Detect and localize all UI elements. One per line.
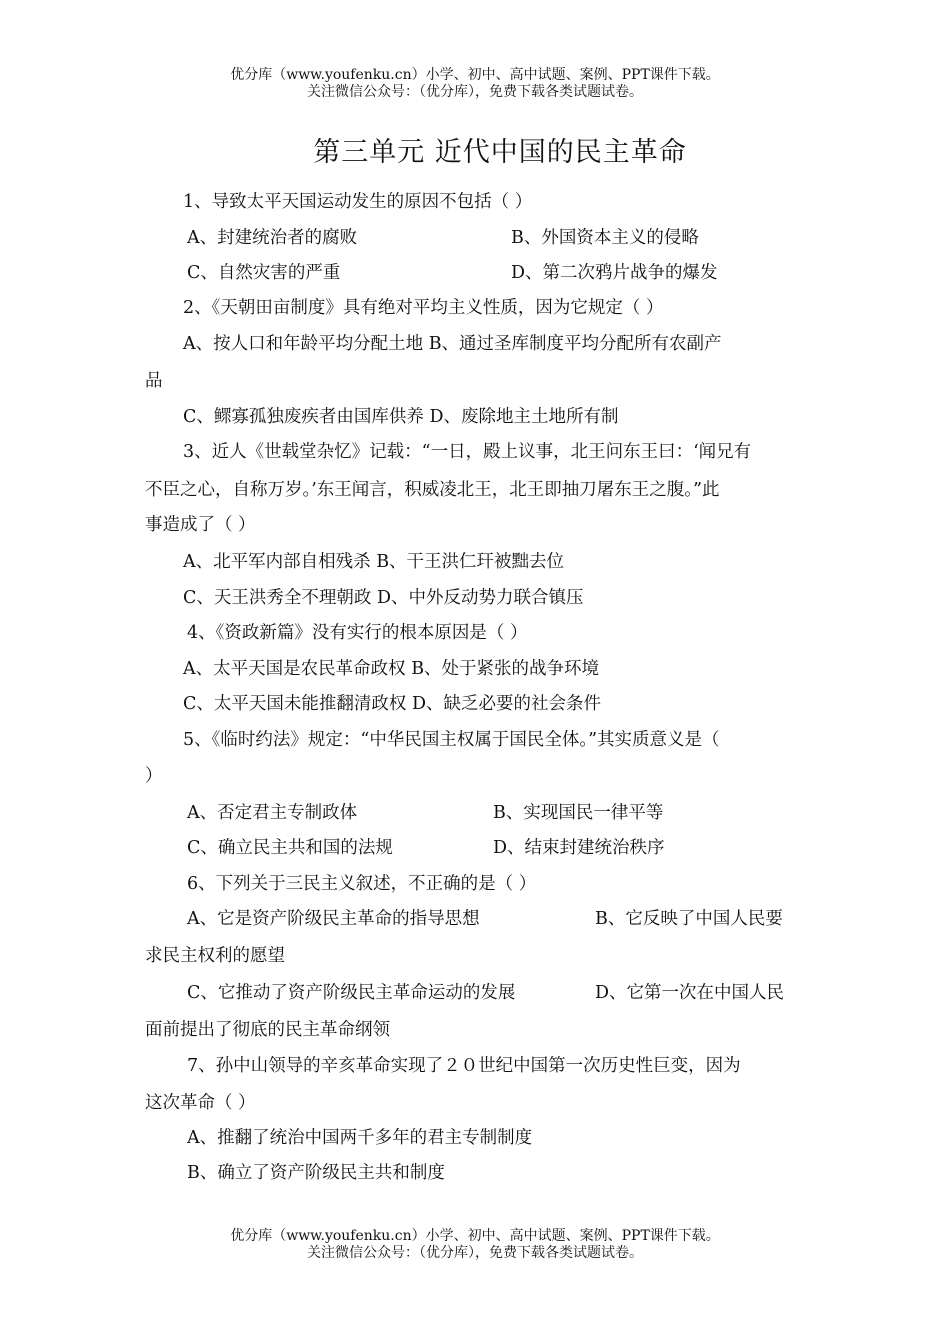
question-2-options-ab-continued: 品 <box>145 371 163 391</box>
question-5-option-d: D、结束封建统治秩序 <box>493 838 665 858</box>
question-7-stem-line-1: 7、孙中山领导的辛亥革命实现了２０世纪中国第一次历史性巨变，因为 <box>187 1056 741 1076</box>
question-3-stem-line-2: 不臣之心，自称万岁。’东王闻言，积威凌北王，北王即抽刀屠东王之腹。”此 <box>145 480 720 500</box>
question-5-stem-line-2: ） <box>145 766 163 786</box>
question-3-stem-line-1: 3、近人《世载堂杂忆》记载：“一日，殿上议事，北王问东王曰：‘闻兄有 <box>183 442 752 462</box>
question-7-option-a: A、推翻了统治中国两千多年的君主专制制度 <box>187 1128 533 1148</box>
question-7-stem-line-2: 这次革命（ ） <box>145 1093 256 1113</box>
page-footer <box>0 1228 950 1262</box>
question-6-stem: 6、下列关于三民主义叙述，不正确的是（ ） <box>187 874 537 894</box>
question-6-option-b-continued: 求民主权利的愿望 <box>145 946 285 966</box>
footer-line-1: 优分库（www.youfenku.cn）小学、初中、高中试题、案例、PPT课件下载。 <box>230 1228 720 1244</box>
question-5-stem-line-1: 5、《临时约法》规定：“中华民国主权属于国民全体。”其实质意义是（ <box>183 730 720 750</box>
question-1-stem: 1、导致太平天国运动发生的原因不包括（ ） <box>183 192 533 212</box>
question-4-options-ab: A、太平天国是农民革命政权 B、处于紧张的战争环境 <box>183 659 600 679</box>
question-1-option-d: D、第二次鸦片战争的爆发 <box>511 263 718 283</box>
question-1-option-c: C、自然灾害的严重 <box>187 263 341 283</box>
question-6-option-d: D、它第一次在中国人民 <box>595 983 785 1003</box>
question-4-options-cd: C、太平天国未能推翻清政权 D、缺乏必要的社会条件 <box>183 694 601 714</box>
question-5-option-b: B、实现国民一律平等 <box>493 803 664 823</box>
question-3-stem-line-3: 事造成了（ ） <box>145 515 256 535</box>
page-title: 第三单元 近代中国的民主革命 <box>313 137 687 168</box>
header-line-1: 优分库（www.youfenku.cn）小学、初中、高中试题、案例、PPT课件下载。 <box>230 67 720 83</box>
question-5-option-a: A、否定君主专制政体 <box>187 803 358 823</box>
question-6-option-a: A、它是资产阶级民主革命的指导思想 <box>187 909 480 929</box>
question-2-options-ab: A、按人口和年龄平均分配土地 B、通过圣库制度平均分配所有农副产 <box>183 334 722 354</box>
footer-line-2: 关注微信公众号：（优分库），免费下载各类试题试卷。 <box>307 1245 643 1261</box>
question-6-option-d-continued: 面前提出了彻底的民主革命纲领 <box>145 1020 390 1040</box>
question-1-option-b: B、外国资本主义的侵略 <box>511 228 699 248</box>
question-7-option-b: B、确立了资产阶级民主共和制度 <box>187 1163 445 1183</box>
question-2-options-cd: C、鳏寡孤独废疾者由国库供养 D、废除地主土地所有制 <box>183 407 619 427</box>
question-2-stem: 2、《天朝田亩制度》具有绝对平均主义性质，因为它规定（ ） <box>183 298 664 318</box>
question-3-options-ab: A、北平军内部自相残杀 B、干王洪仁玕被黜去位 <box>183 552 565 572</box>
question-6-option-b: B、它反映了中国人民要 <box>595 909 783 929</box>
question-4-stem: 4、《资政新篇》没有实行的根本原因是（ ） <box>187 623 528 643</box>
question-6-option-c: C、它推动了资产阶级民主革命运动的发展 <box>187 983 516 1003</box>
question-5-option-c: C、确立民主共和国的法规 <box>187 838 393 858</box>
page-header <box>0 67 950 101</box>
question-3-options-cd: C、天王洪秀全不理朝政 D、中外反动势力联合镇压 <box>183 588 584 608</box>
question-1-option-a: A、封建统治者的腐败 <box>187 228 358 248</box>
header-line-2: 关注微信公众号：（优分库），免费下载各类试题试卷。 <box>307 84 643 100</box>
